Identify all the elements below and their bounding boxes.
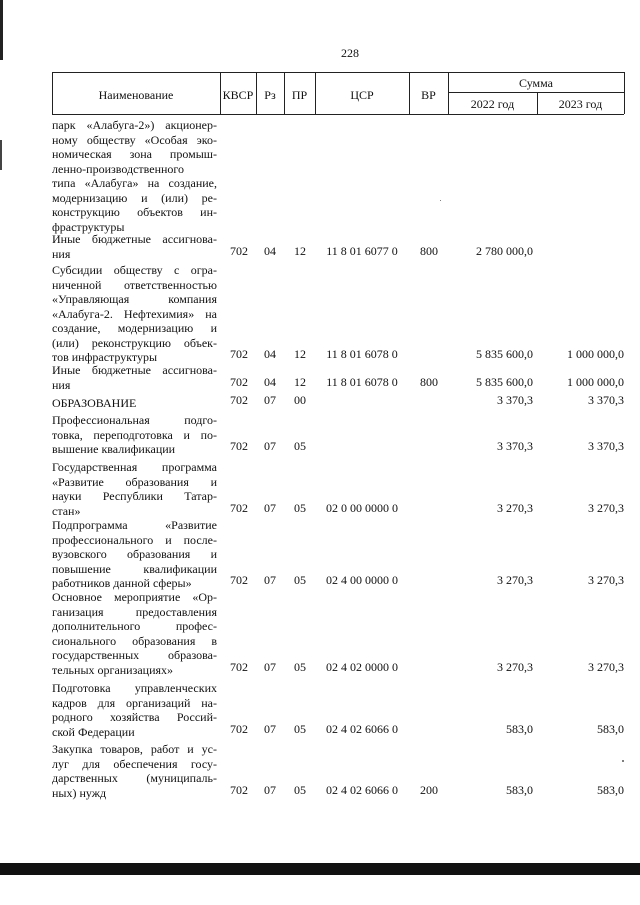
row-name-line: номическая зона промыш- <box>52 147 217 161</box>
row-name-line: Закупка товаров, работ и ус- <box>52 742 217 756</box>
row-name-line: создание, модернизацию и <box>52 321 217 335</box>
cell-rz: 07 <box>264 721 276 736</box>
row-name-line: типа «Алабуга» на создание, <box>52 176 217 190</box>
cell-sum-2023: 3 270,3 <box>588 573 624 587</box>
cell-csr: 02 4 02 0000 0 <box>326 659 398 674</box>
row-name <box>52 232 217 261</box>
header-sum: Сумма <box>519 76 553 90</box>
header-name: Наименование <box>98 88 174 102</box>
row-name-line: ному обществу «Особая эко- <box>52 132 217 147</box>
cell-pr: 05 <box>294 439 306 453</box>
cell-csr: 11 8 01 6077 0 <box>326 243 398 258</box>
row-name-line: модернизацию и (или) ре- <box>52 190 217 205</box>
cell-sum-2023: 1 000 000,0 <box>567 347 624 361</box>
row-name-line: тельных организациях» <box>52 662 174 677</box>
scan-speck <box>622 760 624 762</box>
row-name-line: Иные бюджетные ассигнова- <box>52 363 217 377</box>
cell-sum-2022: 583,0 <box>506 782 533 797</box>
cell-pr: 12 <box>294 374 306 389</box>
row-name-line: Основное мероприятие «Ор- <box>52 590 217 604</box>
row-name <box>52 396 217 411</box>
cell-pr: 00 <box>294 393 306 407</box>
row-name-line: ской Федерации <box>52 724 135 739</box>
cell-pr: 05 <box>294 721 306 736</box>
row-name-line: Профессиональная подго- <box>52 413 217 427</box>
row-name-line: фраструктуры <box>52 219 125 234</box>
cell-kvsr: 702 <box>230 439 248 453</box>
cell-kvsr: 702 <box>230 347 248 361</box>
row-name-line: дополнительного профес- <box>52 619 217 633</box>
cell-rz: 04 <box>264 243 276 258</box>
row-name-line: сионального образования в <box>52 633 217 648</box>
row-name <box>52 263 217 365</box>
cell-sum-2022: 3 270,3 <box>497 500 533 515</box>
cell-vr: 800 <box>420 243 438 258</box>
cell-rz: 07 <box>264 439 276 453</box>
cell-sum-2023: 3 270,3 <box>588 659 624 674</box>
row-name-line: работников данной сферы» <box>52 576 192 590</box>
cell-pr: 12 <box>294 243 306 258</box>
cell-sum-2023: 583,0 <box>597 782 624 797</box>
row-name <box>52 118 217 234</box>
row-name-line: ния <box>52 377 71 392</box>
row-name-line: науки Республики Татар- <box>52 489 217 503</box>
row-name-line: луг для обеспечения госу- <box>52 756 217 771</box>
row-name <box>52 363 217 392</box>
cell-sum-2022: 5 835 600,0 <box>476 347 533 361</box>
header-pr: ПР <box>291 88 308 102</box>
row-name <box>52 590 217 677</box>
cell-vr: 200 <box>420 782 438 797</box>
cell-csr: 02 4 02 6066 0 <box>326 721 398 736</box>
cell-sum-2022: 3 370,3 <box>497 393 533 407</box>
row-name-line: ных) нужд <box>52 785 107 800</box>
scan-edge-mark <box>0 140 2 170</box>
header-csr: ЦСР <box>350 88 374 102</box>
cell-sum-2022: 3 270,3 <box>497 573 533 587</box>
row-name-line: тов инфраструктуры <box>52 350 158 364</box>
cell-pr: 05 <box>294 659 306 674</box>
row-name-line: стан» <box>52 503 81 518</box>
row-name-line: Подготовка управленческих <box>52 681 217 695</box>
cell-csr: 02 4 02 6066 0 <box>326 782 398 797</box>
cell-sum-2023: 3 370,3 <box>588 393 624 407</box>
row-name-line: ниченной ответственностью <box>52 277 217 292</box>
row-name <box>52 460 217 518</box>
cell-rz: 07 <box>264 659 276 674</box>
header-kvsr: КВСР <box>222 88 254 102</box>
row-name-line: родного хозяйства Россий- <box>52 710 217 724</box>
cell-sum-2022: 3 370,3 <box>497 439 533 453</box>
cell-kvsr: 702 <box>230 573 248 587</box>
row-name <box>52 518 217 591</box>
row-name <box>52 681 217 739</box>
cell-kvsr: 702 <box>230 500 248 515</box>
cell-rz: 07 <box>264 782 276 797</box>
cell-pr: 05 <box>294 782 306 797</box>
row-name-line: ОБРАЗОВАНИЕ <box>52 396 137 410</box>
row-name-line: профессионального и после- <box>52 532 217 547</box>
scan-bottom-border <box>0 863 640 875</box>
cell-kvsr: 702 <box>230 374 248 389</box>
cell-vr: 800 <box>420 374 438 389</box>
header-rz: Рз <box>264 88 276 102</box>
row-name-line: конструкцию объектов ин- <box>52 205 217 219</box>
row-name-line: Государственная программа <box>52 460 217 474</box>
cell-sum-2022: 2 780 000,0 <box>476 243 533 258</box>
cell-rz: 07 <box>264 500 276 515</box>
row-name-line: ния <box>52 246 71 261</box>
row-name-line: (или) реконструкцию объек- <box>52 335 217 350</box>
cell-rz: 04 <box>264 374 276 389</box>
header-year-2023: 2023 год <box>558 97 603 111</box>
row-name-line: ленно-производственного <box>52 161 185 176</box>
row-name-line: «Алабуга-2. Нефтехимия» на <box>52 306 217 321</box>
cell-kvsr: 702 <box>230 659 248 674</box>
cell-sum-2023: 1 000 000,0 <box>567 374 624 389</box>
row-name-line: «Развитие образования и <box>52 474 217 489</box>
row-name-line: Субсидии обществу с огра- <box>52 263 217 277</box>
cell-sum-2023: 583,0 <box>597 721 624 736</box>
cell-csr: 02 4 00 0000 0 <box>326 573 398 587</box>
cell-csr: 02 0 00 0000 0 <box>326 500 398 515</box>
row-name-line: дарственных (муниципаль- <box>52 771 217 785</box>
row-name-line: вышение квалификации <box>52 442 176 456</box>
header-vr: ВР <box>421 88 436 102</box>
row-name-line: повышение квалификации <box>52 561 217 576</box>
header-year-2022: 2022 год <box>470 97 515 111</box>
cell-sum-2022: 5 835 600,0 <box>476 374 533 389</box>
cell-csr: 11 8 01 6078 0 <box>326 347 398 361</box>
cell-pr: 05 <box>294 573 306 587</box>
row-name-line: Подпрограмма «Развитие <box>52 518 217 532</box>
cell-rz: 07 <box>264 573 276 587</box>
cell-rz: 07 <box>264 393 276 407</box>
row-name-line: парк «Алабуга-2») акционер- <box>52 118 217 132</box>
row-name-line: государственных образова- <box>52 648 217 662</box>
row-name <box>52 413 217 457</box>
cell-kvsr: 702 <box>230 782 248 797</box>
scan-speck <box>440 200 441 201</box>
cell-sum-2022: 3 270,3 <box>497 659 533 674</box>
row-name-line: «Управляющая компания <box>52 292 217 306</box>
cell-sum-2023: 3 270,3 <box>588 500 624 515</box>
cell-kvsr: 702 <box>230 393 248 407</box>
cell-kvsr: 702 <box>230 243 248 258</box>
cell-pr: 12 <box>294 347 306 361</box>
row-name-line: кадров для организаций на- <box>52 695 217 710</box>
row-name-line: ганизация предоставления <box>52 604 217 619</box>
cell-csr: 11 8 01 6078 0 <box>326 374 398 389</box>
row-name-line: Иные бюджетные ассигнова- <box>52 232 217 246</box>
cell-sum-2022: 583,0 <box>506 721 533 736</box>
row-name-line: товка, переподготовка и по- <box>52 427 217 442</box>
cell-sum-2023: 3 370,3 <box>588 439 624 453</box>
row-name <box>52 742 217 800</box>
cell-rz: 04 <box>264 347 276 361</box>
page-number: 228 <box>341 46 359 60</box>
cell-kvsr: 702 <box>230 721 248 736</box>
cell-pr: 05 <box>294 500 306 515</box>
row-name-line: вузовского образования и <box>52 547 217 561</box>
